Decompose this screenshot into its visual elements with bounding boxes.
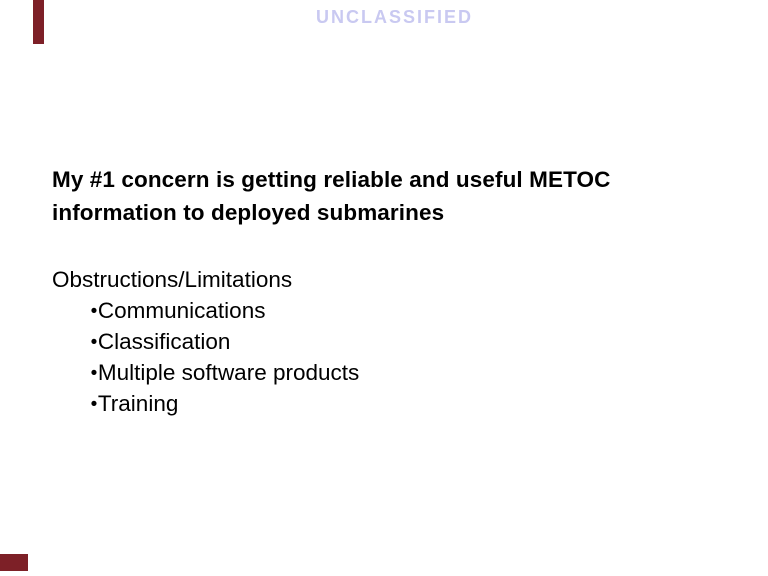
bullet-item-training [90, 388, 652, 419]
bullet-icon: • [90, 330, 98, 353]
bullet-item-label: Multiple software products [97, 360, 360, 385]
slide-edge-mark-top-left [33, 0, 44, 44]
bullet-icon: • [90, 299, 98, 322]
bullet-icon: • [90, 361, 98, 384]
bullet-item-multiple-software-products [90, 357, 652, 388]
bullet-item-label: Classification [97, 329, 231, 354]
bullet-icon: • [90, 392, 98, 415]
slide-title-line-1: My #1 concern is getting reliable and useful METOC [52, 167, 611, 192]
bullet-item-label: Training [97, 391, 179, 416]
bullet-item-label: Communications [97, 298, 266, 323]
slide-edge-mark-bottom-left [0, 554, 28, 571]
slide-title [52, 163, 732, 229]
obstructions-section-title: Obstructions/Limitations [52, 267, 293, 292]
bullet-item-classification [90, 326, 652, 357]
obstructions-bullet-list [52, 295, 652, 419]
bullet-item-communications [90, 295, 652, 326]
slide-title-line-2: information to deployed submarines [52, 200, 445, 225]
classification-banner: UNCLASSIFIED [316, 7, 474, 27]
obstructions-section [52, 264, 652, 419]
